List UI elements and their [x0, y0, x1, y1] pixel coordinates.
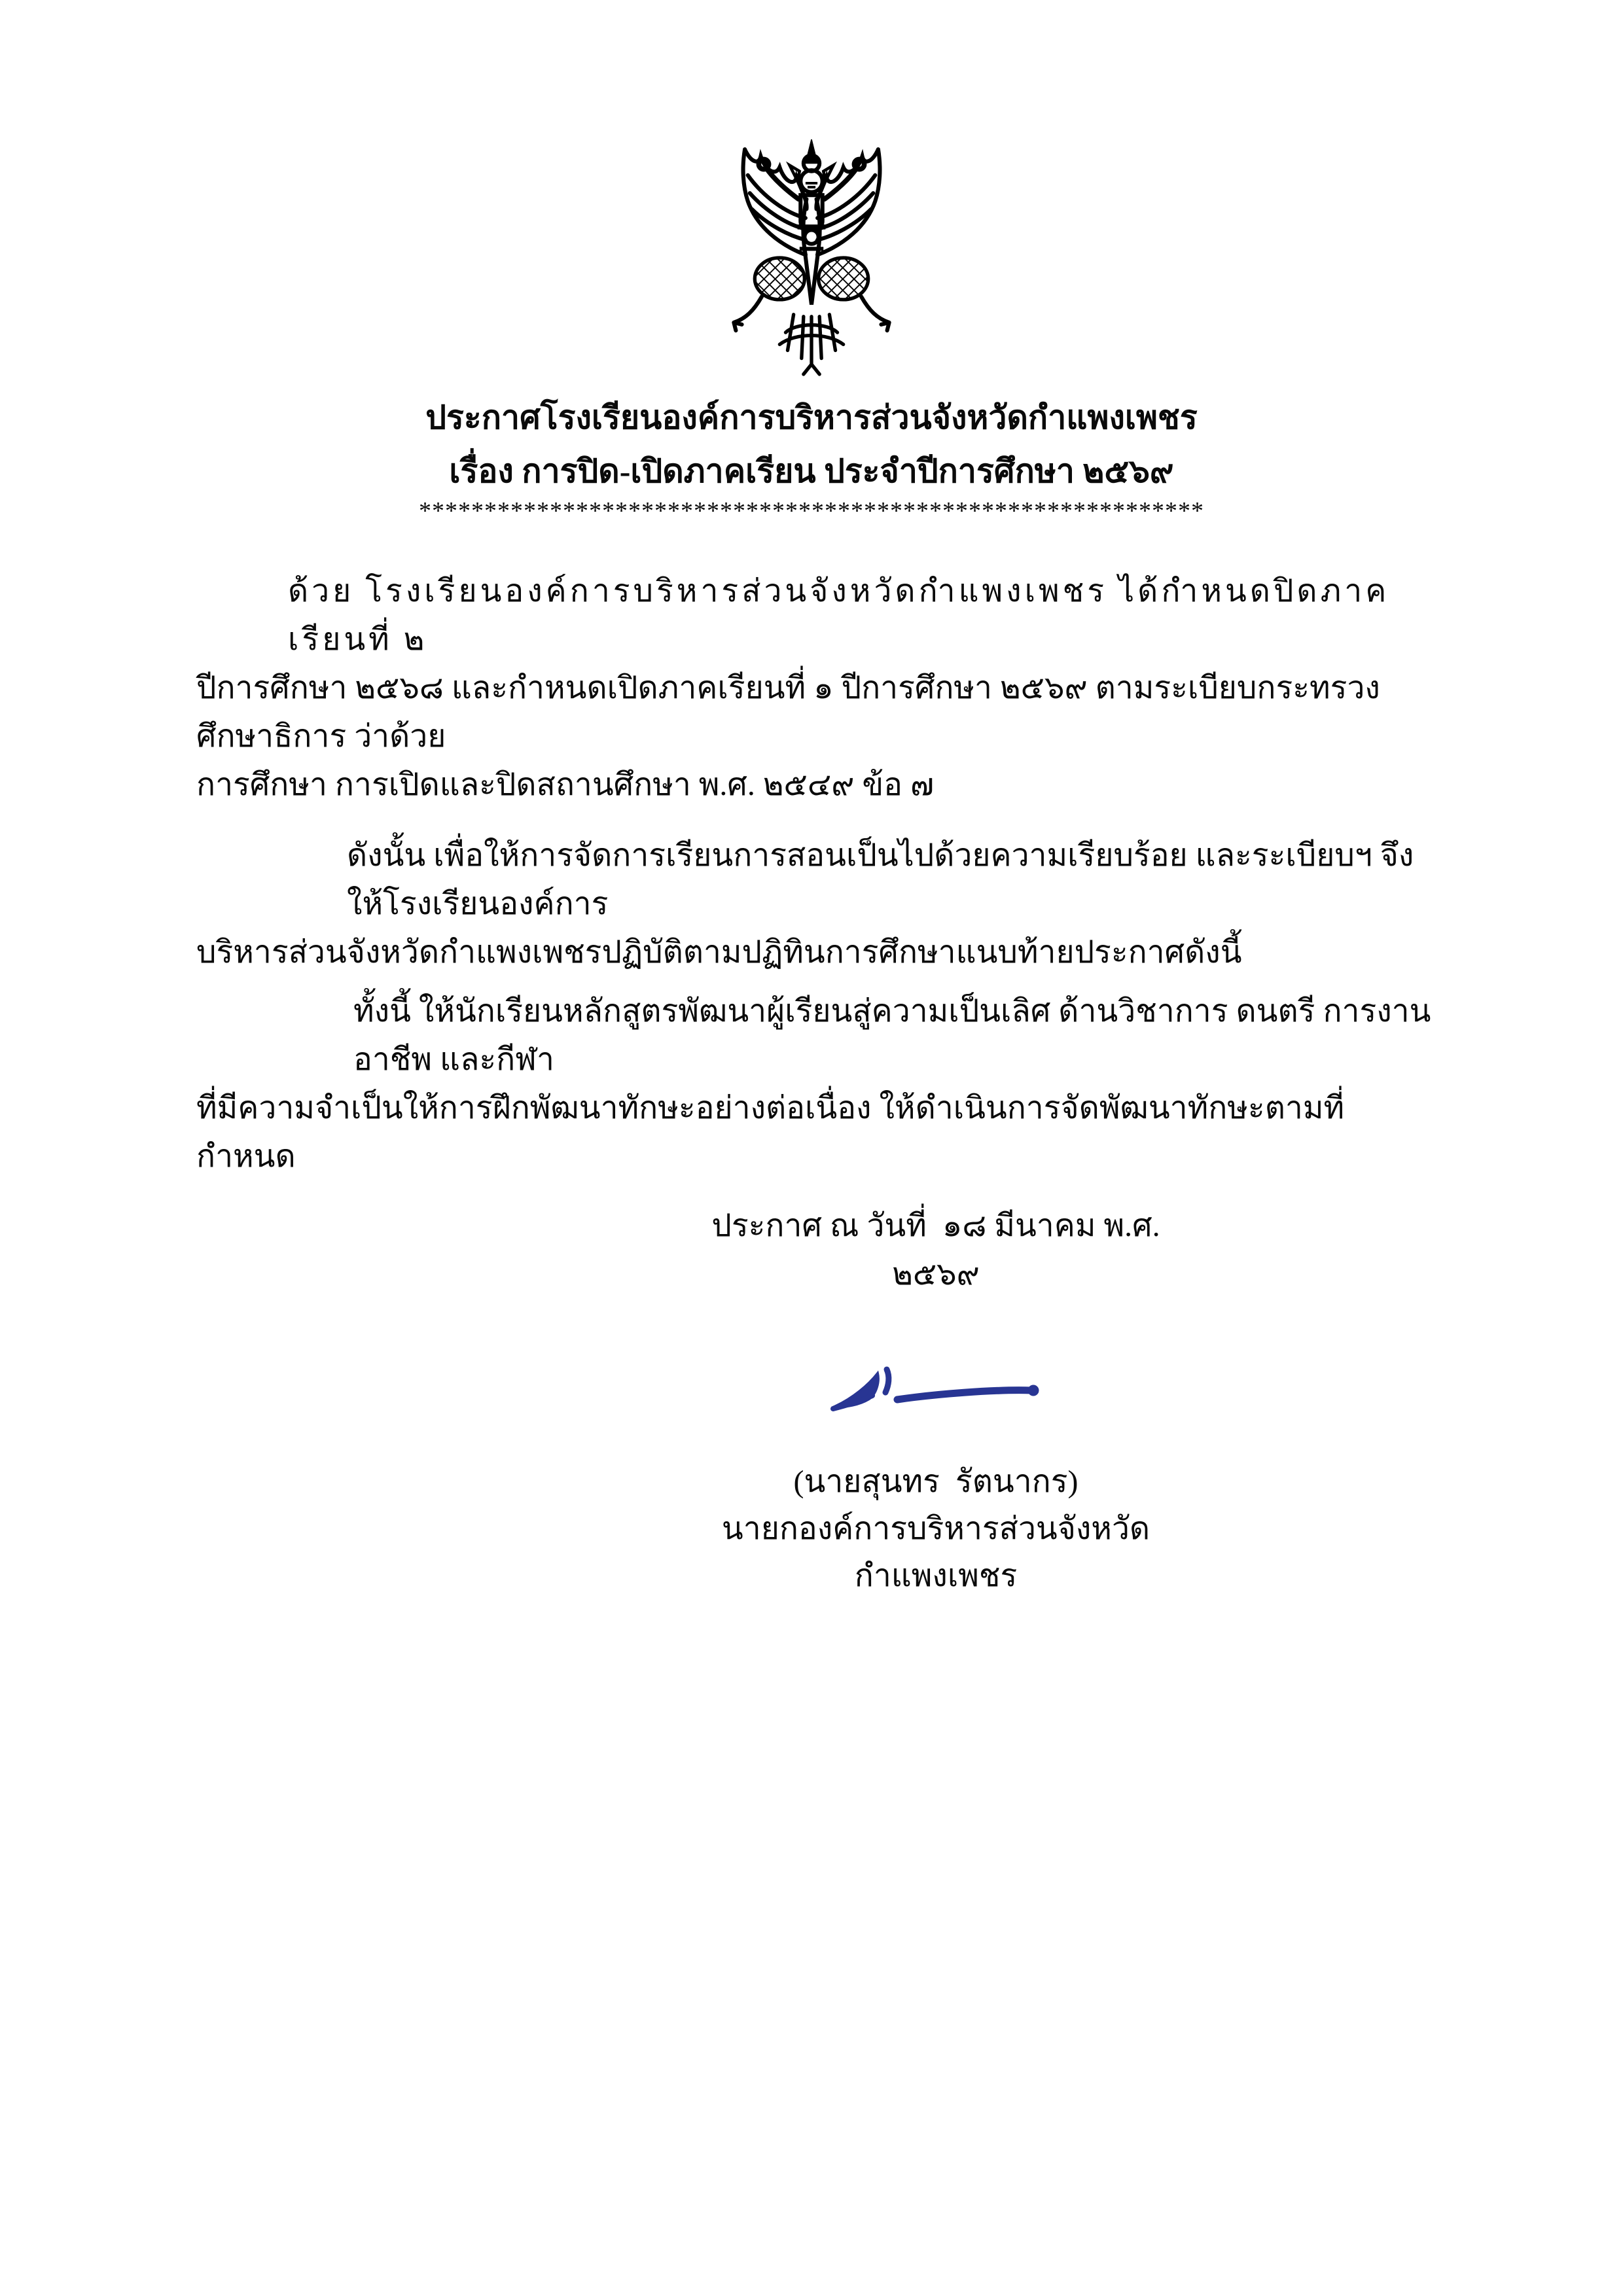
paragraph-1-line-2: ปีการศึกษา ๒๕๖๘ และกำหนดเปิดภาคเรียนที่ ๑ ปีการศึกษา ๒๕๖๙ ตามระเบียบกระทรวงศึกษาธิการ ว่าด้วย: [196, 671, 1380, 754]
signature-container: [674, 1364, 1198, 1424]
paragraph-2-line-1: ดังนั้น เพื่อให้การจัดการเรียนการสอนเป็นไปด้วยความเรียบร้อย และระเบียบฯ จึงให้โรงเรียนองค์การ: [347, 838, 1414, 921]
paragraph-3: [196, 987, 1443, 1181]
title-block: [0, 391, 1623, 527]
paragraph-3-line-1: ทั้งนี้ ให้นักเรียนหลักสูตรพัฒนาผู้เรียนสู่ความเป็นเลิศ ด้านวิชาการ ดนตรี การงานอาชีพ และกีฬา: [353, 994, 1431, 1077]
announcement-date-line: ประกาศ ณ วันที่ ๑๘ มีนาคม พ.ศ. ๒๕๖๙: [711, 1209, 1168, 1292]
paragraph-3-line-2: ที่มีความจำเป็นให้การฝึกพัฒนาทักษะอย่างต่อเนื่อง ให้ดำเนินการจัดพัฒนาทักษะตามที่กำหนด: [196, 1091, 1345, 1174]
signatory-title: นายกองค์การบริหารส่วนจังหวัดกำแพงเพชร: [721, 1511, 1150, 1593]
signature-image: [828, 1364, 1044, 1417]
signature-block: [674, 1202, 1198, 1600]
paragraph-1: [196, 567, 1443, 809]
emblem-container: [0, 0, 1623, 376]
garuda-emblem-icon: [700, 137, 923, 376]
paragraph-1-line-3: การศึกษา การเปิดและปิดสถานศึกษา พ.ศ. ๒๕๔๙ ข้อ ๗: [196, 768, 935, 802]
announcement-title: ประกาศโรงเรียนองค์การบริหารส่วนจังหวัดกำแพงเพชร: [425, 399, 1198, 436]
paragraph-2-line-2: บริหารส่วนจังหวัดกำแพงเพชรปฏิบัติตามปฏิทินการศึกษาแนบท้ายประกาศดังนี้: [196, 935, 1242, 970]
paragraph-1-line-1: ด้วย โรงเรียนองค์การบริหารส่วนจังหวัดกำแพงเพชร ได้กำหนดปิดภาคเรียนที่ ๒: [288, 574, 1390, 657]
document-body: [0, 567, 1623, 1181]
signatory-name: (นายสุนทร รัตนากร): [793, 1464, 1079, 1499]
paragraph-2: [196, 832, 1443, 977]
subject-line: เรื่อง การปิด-เปิดภาคเรียน ประจำปีการศึกษา ๒๕๖๙: [449, 453, 1174, 489]
asterisk-separator: ************************************************************: [419, 497, 1204, 525]
